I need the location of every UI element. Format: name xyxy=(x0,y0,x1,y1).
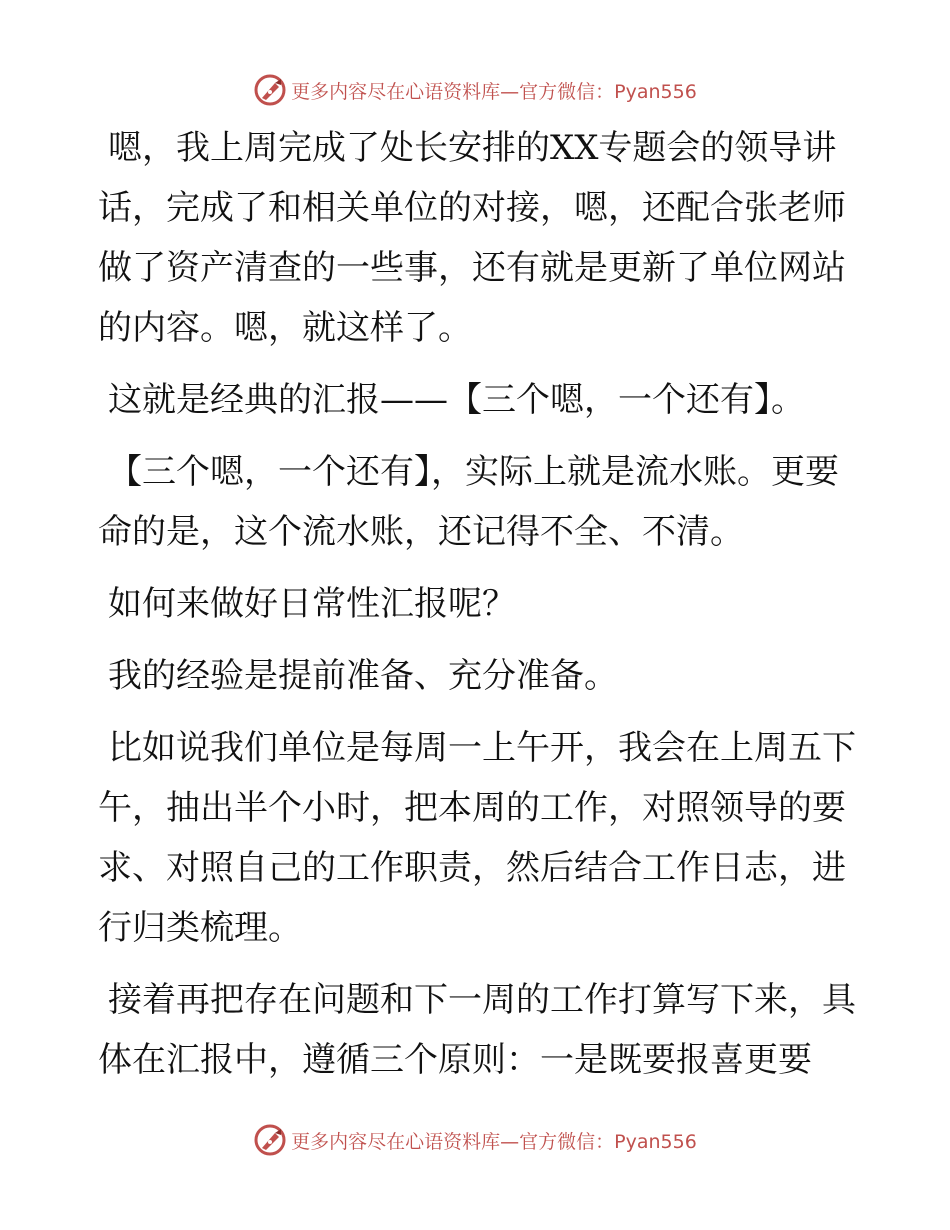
document-body xyxy=(98,118,858,1090)
paragraph-7: 接着再把存在问题和下一周的工作打算写下来，具体在汇报中，遵循三个原则：一是既要报喜更要 xyxy=(98,980,856,1080)
paragraph-5: 我的经验是提前准备、充分准备。 xyxy=(108,656,618,696)
footer-banner xyxy=(0,1120,950,1160)
header-banner-text: 更多内容尽在心语资料库—官方微信：Pyan556 xyxy=(291,80,697,103)
paragraph-3: 【三个嗯，一个还有】，实际上就是流水账。更要命的是，这个流水账，还记得不全、不清。 xyxy=(98,452,839,552)
footer-banner-text: 更多内容尽在心语资料库—官方微信：Pyan556 xyxy=(291,1130,697,1153)
paragraph-1: 嗯，我上周完成了处长安排的XX专题会的领导讲话，完成了和相关单位的对接，嗯，还配合张老师做了资产清查的一些事，还有就是更新了单位网站的内容。嗯，就这样了。 xyxy=(98,128,846,348)
pen-nib-logo-icon xyxy=(253,73,287,107)
paragraph-4: 如何来做好日常性汇报呢？ xyxy=(108,584,516,624)
pen-nib-logo-icon xyxy=(253,1123,287,1157)
paragraph-6: 比如说我们单位是每周一上午开，我会在上周五下午，抽出半个小时，把本周的工作，对照领导的要求、对照自己的工作职责，然后结合工作日志，进行归类梳理。 xyxy=(98,728,856,948)
header-banner xyxy=(0,70,950,110)
paragraph-2: 这就是经典的汇报——【三个嗯，一个还有】。 xyxy=(108,380,805,420)
